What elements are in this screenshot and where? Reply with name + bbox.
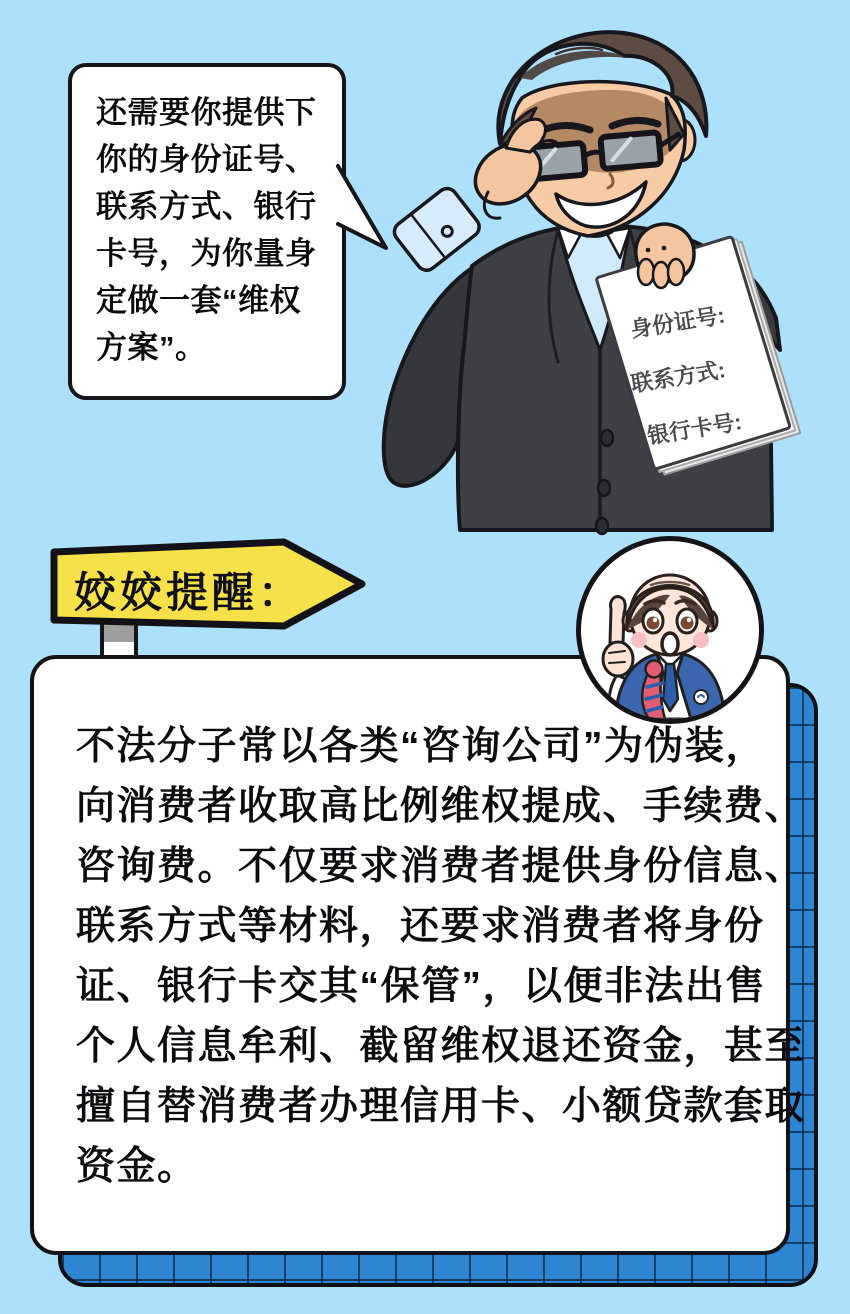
notice-line: 擅自替消费者办理信用卡、小额贷款套取 bbox=[76, 1085, 806, 1128]
notice-line: 资金。 bbox=[76, 1145, 198, 1188]
speech-bubble-tail bbox=[338, 162, 398, 262]
reminder-sign-label: 姣姣提醒： bbox=[74, 569, 305, 616]
assistant-avatar-illustration bbox=[581, 541, 759, 719]
speech-bubble bbox=[68, 63, 346, 400]
speech-line: 还需要你提供下 bbox=[96, 95, 317, 130]
speech-line: 你的身份证号、 bbox=[96, 142, 317, 177]
notice-line: 向消费者收取高比例维权提成、手续费、 bbox=[76, 785, 806, 828]
paper-line: 身份证号: bbox=[628, 302, 727, 343]
notice-line: 咨询费。不仅要求消费者提供身份信息、 bbox=[76, 845, 806, 888]
paper-line: 银行卡号: bbox=[645, 409, 744, 449]
notice-line: 不法分子常以各类“咨询公司”为伪装， bbox=[76, 725, 767, 768]
scammer-man-illustration bbox=[360, 14, 805, 538]
paper-line: 联系方式: bbox=[629, 357, 728, 397]
notice-box bbox=[30, 655, 806, 1255]
notice-line: 证、银行卡交其“保管”，以便非法出售 bbox=[76, 965, 767, 1008]
speech-line: 联系方式、银行 bbox=[96, 189, 317, 224]
speech-line: 定做一套“维权 bbox=[96, 283, 301, 318]
speech-bubble-text bbox=[96, 89, 317, 371]
speech-line: 方案”。 bbox=[96, 330, 207, 365]
tie bbox=[663, 664, 678, 711]
notice-text bbox=[76, 717, 805, 1197]
notice-line: 个人信息牟利、截留维权退还资金，甚至 bbox=[76, 1025, 806, 1068]
surprised-mouth bbox=[662, 633, 678, 655]
assistant-avatar bbox=[576, 536, 764, 724]
speech-line: 卡号，为你量身 bbox=[96, 236, 317, 271]
notice-line: 联系方式等材料，还要求消费者将身份 bbox=[76, 905, 765, 948]
